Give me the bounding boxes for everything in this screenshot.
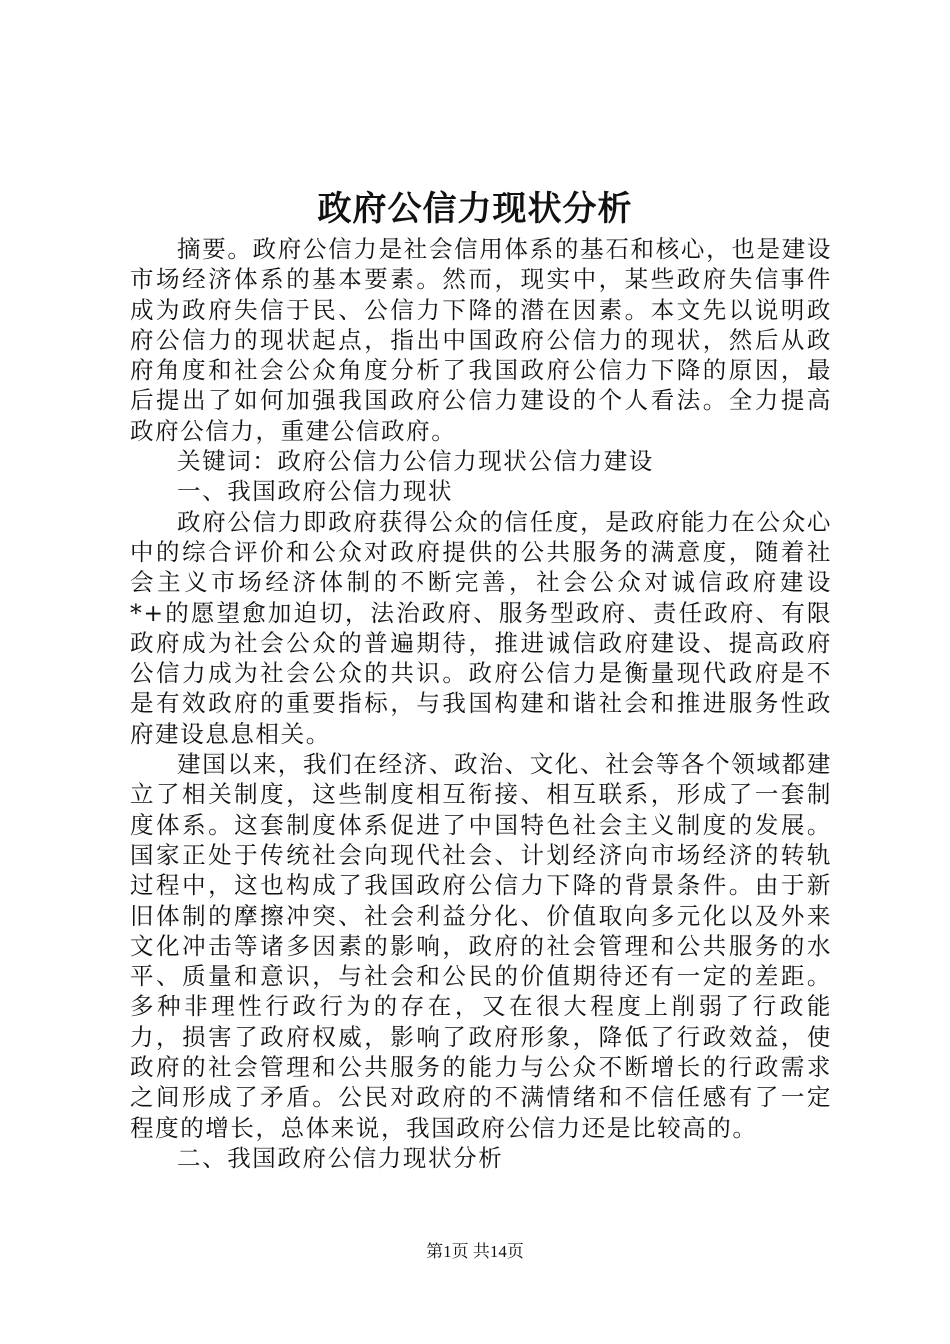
page-footer: 第1页 共14页 bbox=[426, 1242, 524, 1261]
section-heading-2: 二、我国政府公信力现状分析 bbox=[177, 1143, 504, 1172]
document-body bbox=[130, 234, 832, 1173]
section-heading-1: 一、我国政府公信力现状 bbox=[177, 477, 454, 506]
body-paragraph: 政府公信力即政府获得公众的信任度，是政府能力在公众心中的综合评价和公众对政府提供的公共服务的满意度，随着社会主义市场经济体制的不断完善，社会公众对诚信政府建设*+的愿望愈加迫切，法治政府、服务型政府、责任政府、有限政府成为社会公众的普遍期待，推进诚信政府建设、提高政府公信力成为社会公众的共识。政府公信力是衡量现代政府是不是有效政府的重要指标，与我国构建和谐社会和推进服务性政府建设息息相关。 bbox=[130, 507, 832, 748]
page-title: 政府公信力现状分析 bbox=[317, 189, 633, 229]
abstract-paragraph: 摘要。政府公信力是社会信用体系的基石和核心，也是建设市场经济体系的基本要素。然而，现实中，某些政府失信事件成为政府失信于民、公信力下降的潜在因素。本文先以说明政府公信力的现状起点，指出中国政府公信力的现状，然后从政府角度和社会公众角度分析了我国政府公信力下降的原因，最后提出了如何加强我国政府公信力建设的个人看法。全力提高政府公信力，重建公信政府。 bbox=[130, 235, 832, 445]
body-paragraph: 建国以来，我们在经济、政治、文化、社会等各个领域都建立了相关制度，这些制度相互衔接、相互联系，形成了一套制度体系。这套制度体系促进了中国特色社会主义制度的发展。国家正处于传统社会向现代社会、计划经济向市场经济的转轨过程中，这也构成了我国政府公信力下降的背景条件。由于新旧体制的摩擦冲突、社会利益分化、价值取向多元化以及外来文化冲击等诸多因素的影响，政府的社会管理和公共服务的水平、质量和意识，与社会和公民的价值期待还有一定的差距。多种非理性行政行为的存在，又在很大程度上削弱了行政能力，损害了政府权威，影响了政府形象，降低了行政效益，使政府的社会管理和公共服务的能力与公众不断增长的行政需求之间形成了矛盾。公民对政府的不满情绪和不信任感有了一定程度的增长，总体来说，我国政府公信力还是比较高的。 bbox=[130, 750, 832, 1142]
keywords-paragraph: 关键词：政府公信力公信力现状公信力建设 bbox=[177, 447, 654, 476]
